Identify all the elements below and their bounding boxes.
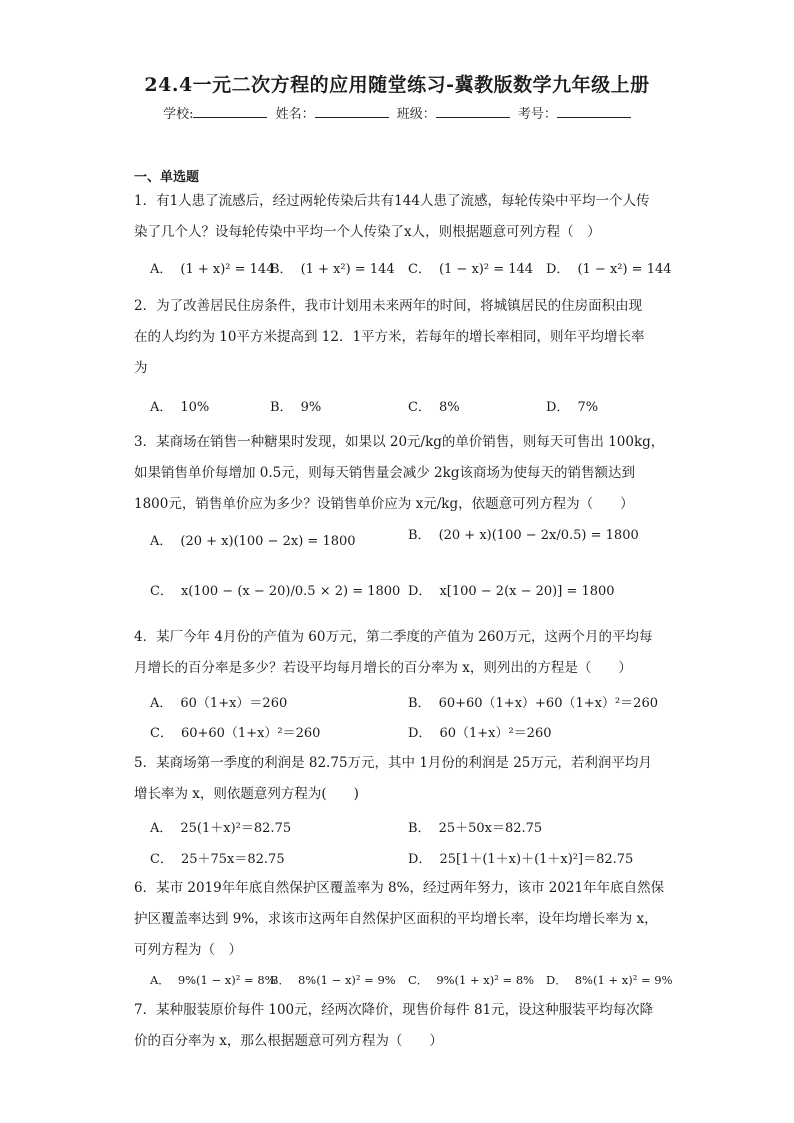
question-6-line-3: 可列方程为（ ）	[134, 942, 242, 958]
option-text: (1 + x²) = 144	[300, 262, 395, 277]
option-text: x[100 − 2(x − 20)] = 1800	[439, 584, 615, 599]
option-text: 60（1+x）²＝260	[439, 726, 552, 741]
exam-number-blank[interactable]	[557, 105, 631, 118]
option-label: B．	[408, 821, 431, 836]
option-label: B．	[408, 696, 431, 711]
option-b[interactable]	[408, 524, 639, 543]
question-2	[134, 291, 669, 384]
option-label: C．	[408, 400, 431, 415]
option-text: (1 − x²) = 144	[577, 262, 672, 277]
option-a[interactable]	[150, 258, 274, 277]
question-4-line-1: 4．某厂今年 4月份的产值为 60万元，第二季度的产值为 260万元，这两个月的平均每	[134, 629, 653, 645]
question-3	[134, 427, 669, 520]
page-title: 24.4一元二次方程的应用随堂练习-冀教版数学九年级上册	[144, 74, 650, 96]
school-blank[interactable]	[193, 105, 267, 118]
exam-number-field[interactable]	[518, 103, 631, 122]
student-info-line	[0, 103, 794, 122]
option-d[interactable]	[408, 580, 615, 599]
option-d[interactable]	[546, 396, 598, 415]
option-b[interactable]	[408, 692, 658, 711]
option-a[interactable]	[150, 972, 276, 988]
option-text: 25(1＋x)²＝82.75	[180, 821, 292, 836]
question-2-line-1: 2．为了改善居民住房条件，我市计划用未来两年的时间，将城镇居民的住房面积由现	[134, 298, 643, 314]
question-5	[134, 748, 669, 810]
option-b[interactable]	[408, 817, 542, 836]
option-label: A．	[150, 973, 170, 987]
option-text: x(100 − (x − 20)/0.5 × 2) = 1800	[180, 584, 401, 599]
option-label: B．	[270, 973, 290, 987]
question-1-line-2: 染了几个人？设每轮传染中平均一个人传染了x人，则根据题意可列方程（ ）	[134, 224, 601, 240]
option-label: B．	[408, 528, 431, 543]
question-2-line-2: 在的人均约为 10平方米提高到 12．1平方米，若每年的增长率相同，则年平均增长率	[134, 329, 645, 345]
option-b[interactable]	[270, 396, 321, 415]
option-text: 9%(1 + x)² = 8%	[436, 973, 535, 987]
option-text: 8%(1 + x)² = 9%	[574, 973, 673, 987]
option-text: (1 − x)² = 144	[438, 262, 534, 277]
option-a[interactable]	[150, 817, 291, 836]
option-b[interactable]	[270, 258, 395, 277]
option-label: D．	[546, 400, 570, 415]
option-text: 10%	[180, 400, 210, 415]
option-text: (1 + x)² = 144	[180, 262, 275, 277]
option-text: (20 + x)(100 − 2x) = 1800	[180, 534, 356, 549]
question-7-line-2: 价的百分率为 x，那么根据题意可列方程为（ ）	[134, 1033, 443, 1049]
question-3-line-3: 1800元，销售单价应为多少？设销售单价应为 x元/kg，依题意可列方程为（ ）	[134, 496, 634, 512]
question-4	[134, 622, 669, 684]
option-c[interactable]	[408, 972, 534, 988]
option-c[interactable]	[408, 258, 533, 277]
option-d[interactable]	[408, 722, 552, 741]
question-1-line-1: 1．有1人患了流感后，经过两轮传染后共有144人患了流感，每轮传染中平均一个人传	[134, 193, 650, 209]
question-7-line-1: 7．某种服装原价每件 100元，经两次降价，现售价每件 81元，设这种服装平均每次降	[134, 1002, 654, 1018]
option-label: A．	[150, 262, 173, 277]
option-text: 60+60（1+x）²＝260	[180, 726, 321, 741]
question-5-line-1: 5．某商场第一季度的利润是 82.75万元，其中 1月份的利润是 25万元，若利润平均月	[134, 755, 652, 771]
option-d[interactable]	[408, 848, 633, 867]
option-label: A．	[150, 821, 173, 836]
question-6	[134, 873, 669, 966]
option-text: 60（1+x）＝260	[180, 696, 288, 711]
option-c[interactable]	[150, 580, 400, 599]
option-label: A．	[150, 534, 173, 549]
option-c[interactable]	[150, 722, 320, 741]
option-text: 9%	[300, 400, 322, 415]
option-label: D．	[546, 973, 567, 987]
class-label: 班级：	[396, 107, 436, 122]
option-d[interactable]	[546, 258, 672, 277]
exam-number-label: 考号：	[517, 107, 557, 122]
option-text: 25＋75x＝82.75	[180, 852, 285, 867]
option-label: D．	[408, 852, 432, 867]
class-field[interactable]	[397, 103, 510, 122]
question-7	[134, 995, 669, 1057]
option-label: C．	[150, 726, 173, 741]
option-text: 25＋50x＝82.75	[438, 821, 543, 836]
option-label: C．	[408, 973, 429, 987]
option-label: C．	[150, 852, 173, 867]
option-label: A．	[150, 400, 173, 415]
school-field[interactable]	[163, 103, 267, 122]
option-label: D．	[546, 262, 570, 277]
option-text: 7%	[577, 400, 599, 415]
question-6-line-2: 护区覆盖率达到 9%，求该市这两年自然保护区面积的平均增长率，设年均增长率为 x，	[134, 911, 658, 927]
option-a[interactable]	[150, 692, 287, 711]
option-label: B．	[270, 262, 293, 277]
name-field[interactable]	[276, 103, 389, 122]
section-heading: 一、单选题	[134, 170, 200, 185]
option-c[interactable]	[150, 848, 285, 867]
option-label: A．	[150, 696, 173, 711]
option-d[interactable]	[546, 972, 673, 988]
option-a[interactable]	[150, 396, 209, 415]
option-text: 8%	[438, 400, 460, 415]
question-2-line-3: 为	[134, 360, 148, 376]
question-4-line-2: 月增长的百分率是多少？若设平均每月增长的百分率为 x，则列出的方程是（ ）	[134, 660, 632, 676]
question-6-line-1: 6．某市 2019年年底自然保护区覆盖率为 8%，经过两年努力，该市 2021年年底自然保	[134, 880, 665, 896]
option-label: D．	[408, 726, 432, 741]
option-label: D．	[408, 584, 432, 599]
question-1	[134, 186, 669, 248]
question-3-line-2: 如果销售单价每增加 0.5元，则每天销售量会减少 2kg该商场为使每天的销售额达到	[134, 465, 635, 481]
option-a[interactable]	[150, 530, 356, 549]
option-text: (20 + x)(100 − 2x/0.5) = 1800	[438, 528, 639, 543]
option-text: 60+60（1+x）+60（1+x）²＝260	[438, 696, 658, 711]
option-label: C．	[150, 584, 173, 599]
option-b[interactable]	[270, 972, 396, 988]
option-text: 25[1＋(1＋x)＋(1＋x)²]＝82.75	[439, 852, 634, 867]
option-text: 8%(1 − x)² = 9%	[297, 973, 396, 987]
option-label: B．	[270, 400, 293, 415]
question-3-line-1: 3．某商场在销售一种糖果时发现，如果以 20元/kg的单价销售，则每天可售出 100kg，	[134, 434, 665, 450]
question-5-line-2: 增长率为 x，则依题意列方程为( )	[134, 786, 359, 802]
option-c[interactable]	[408, 396, 460, 415]
class-blank[interactable]	[436, 105, 510, 118]
name-label: 姓名：	[275, 107, 315, 122]
option-text: 9%(1 − x)² = 8%	[177, 973, 276, 987]
option-label: C．	[408, 262, 431, 277]
school-label: 学校:	[163, 107, 194, 122]
name-blank[interactable]	[315, 105, 389, 118]
